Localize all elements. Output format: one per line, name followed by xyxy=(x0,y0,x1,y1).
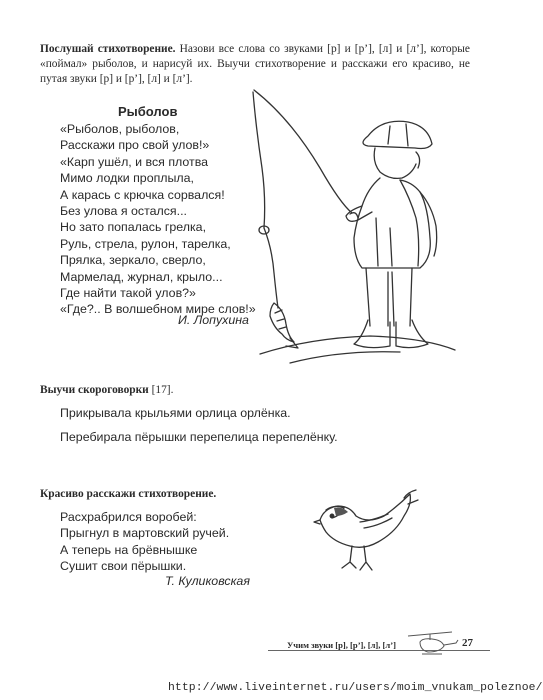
poem-author: И. Лопухина xyxy=(178,313,249,327)
intro-text: Назови все слова со звуками [р] и [р’], [л] и [л’], которые «поймал» рыболов, и нарисуй их. Выучи стихотворение и расскажи его красиво, не путая звуки [р] и [р’], [л] и [л’]. xyxy=(40,43,470,85)
tongue-twister: Прикрывала крыльями орлица орлёнка. xyxy=(60,406,291,420)
poem-line: Но зато попалась грелка, xyxy=(60,220,207,235)
poem-line: «Рыболов, рыболов, xyxy=(60,122,180,136)
fisherman-boy-illustration xyxy=(250,88,460,378)
poem-line: Руль, стрела, рулон, тарелка, xyxy=(60,236,231,251)
poem2-heading: Красиво расскажи стихотворение. xyxy=(40,488,217,500)
intro-instruction xyxy=(40,42,470,87)
poem-line: Где найти такой улов?» xyxy=(60,286,196,301)
poem-line: Без улова я остался... xyxy=(60,204,187,219)
poem-lines xyxy=(60,121,256,318)
poem2-author: Т. Куликовская xyxy=(165,574,250,588)
poem-line: Прыгнул в мартовский ручей. xyxy=(60,526,230,541)
poem-line: Мармелад, журнал, крыло... xyxy=(60,269,223,284)
tongue-twisters-heading-text: Выучи скороговорки xyxy=(40,384,149,396)
poem-line: А карась с крючка сорвался! xyxy=(60,187,225,202)
sparrow-illustration xyxy=(312,486,424,578)
intro-bold: Послушай стихотворение. xyxy=(40,43,176,55)
poem-line: А теперь на брёвнышке xyxy=(60,542,198,557)
tongue-twister: Перебирала пёрышки перепелица перепелёнку. xyxy=(60,430,338,444)
helicopter-icon xyxy=(402,628,460,658)
poem-line: «Где?.. В волшебном мире слов!» xyxy=(60,302,256,317)
poem-title: Рыболов xyxy=(118,104,178,119)
poem-line: Сушит свои пёрышки. xyxy=(60,559,187,574)
tongue-twisters-heading xyxy=(40,384,173,396)
poem-line: Мимо лодки проплыла, xyxy=(60,171,194,186)
poem-line: Расскажи про свой улов!» xyxy=(60,138,210,153)
poem-line: Прялка, зеркало, сверло, xyxy=(60,253,206,268)
watermark-url: http://www.liveinternet.ru/users/moim_vnukam_poleznoe/ xyxy=(168,682,543,694)
poem2-lines xyxy=(60,509,229,575)
page-number: 27 xyxy=(462,637,473,649)
poem-line: Расхрабрился воробей: xyxy=(60,510,197,524)
poem-line: «Карп ушёл, и вся плотва xyxy=(60,154,209,169)
footer-section-title: Учим звуки [р], [р’], [л], [л’] xyxy=(287,640,396,650)
tongue-twisters-ref: [17]. xyxy=(151,384,174,396)
